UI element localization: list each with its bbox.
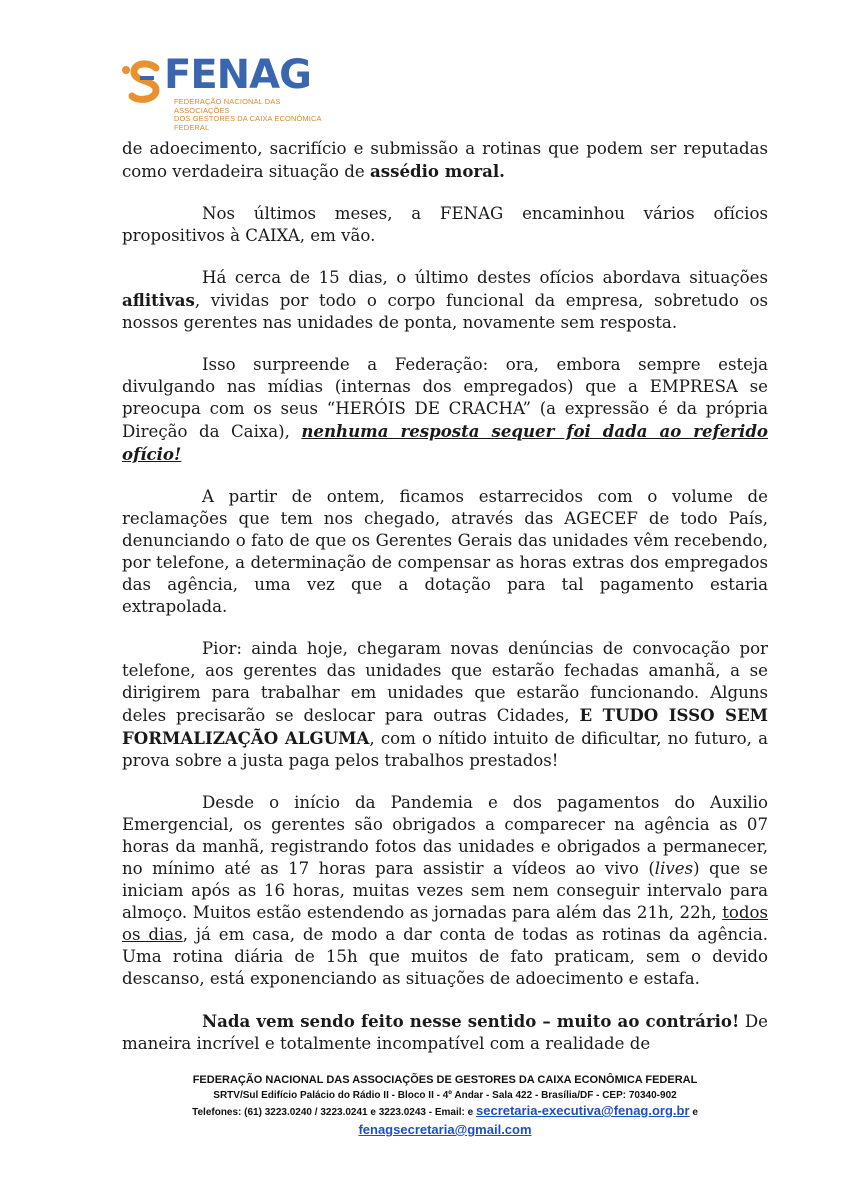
fenag-logo-icon [120,58,164,106]
paragraph-1 [122,138,768,183]
paragraph-text: de adoecimento, sacrifício e submissão a rotinas que podem ser reputadas como verdadeira situação de [122,139,768,181]
bold-underlined-text: nenhuma resposta sequer foi dada ao referido ofício! [122,421,768,464]
bold-text: E TUDO ISSO SEM FORMALIZAÇÃO ALGUMA [122,705,768,748]
email-link-secretaria[interactable]: fenagsecretaria@gmail.com [358,1122,532,1137]
paragraph-text: Isso surpreende a Federação: ora, embora sempre esteja divulgando nas mídias (internas dos empregados) que a EMPRESA se preocupa com os seus “HERÓIS DE CRACHA” (a expressão é da própria Direção da Caixa), [122,355,768,441]
paragraph-text: , já em casa, de modo a dar conta de todas as rotinas da agência. Uma rotina diária de 15h que muitos de fato praticam, sem o devido descanso, está exponenciando as situações de adoecimento e estafa. [122,925,769,988]
logo-wordmark: FENAG [164,52,311,98]
logo-subtitle-line-2: DOS GESTORES DA CAIXA ECONÔMICA FEDERAL [174,114,322,132]
document-body [122,138,768,1055]
bold-text: assédio moral. [370,161,505,181]
footer-organization: FEDERAÇÃO NACIONAL DAS ASSOCIAÇÕES DE GESTORES DA CAIXA ECONÔMICA FEDERAL [192,1074,698,1086]
paragraph-text: A partir de ontem, ficamos estarrecidos com o volume de reclamações que tem nos chegado, através das AGECEF de todo País, denunciando o fato de que os Gerentes Gerais das unidades vêm recebendo, por telefone, a determinação de compensar as horas extras dos empregados das agência, uma vez que a dotação para tal pagamento estaria extrapolada. [122,487,768,616]
paragraph-text: Há cerca de 15 dias, o último destes ofícios abordava situações [202,268,768,287]
paragraph-3 [122,267,768,334]
paragraph-text: ) que se iniciam após as 16 horas, muitas vezes sem nem conseguir intervalo para almoço. Muitos estão estendendo as jornadas para além das 21h, 22h, [122,859,768,922]
paragraph-text: De maneira incrível e totalmente incompatível com a realidade de [122,1012,768,1053]
bold-text: Nada vem sendo feito nesse sentido – muito ao contrário! [202,1011,740,1031]
email-link-executiva[interactable]: secretaria-executiva@fenag.org.br [476,1103,690,1118]
paragraph-8 [122,1010,768,1055]
paragraph-text: , vividas por todo o corpo funcional da empresa, sobretudo os nossos gerentes nas unidades de ponta, novamente sem resposta. [122,291,768,332]
footer-conjunction: e [689,1107,698,1118]
bold-text: aflitivas [122,290,195,310]
logo-subtitle-line-1: FEDERAÇÃO NACIONAL DAS ASSOCIAÇÕES [174,97,281,115]
footer-email-line [100,1121,790,1139]
paragraph-text: Nos últimos meses, a FENAG encaminhou vários ofícios propositivos à CAIXA, em vão. [122,204,768,245]
paragraph-4 [122,354,768,466]
paragraph-7 [122,792,768,990]
paragraph-text: , com o nítido intuito de dificultar, no futuro, a prova sobre a justa paga pelos trabalhos prestados! [122,729,768,770]
paragraph-2 [122,203,768,247]
fenag-logo [120,52,322,132]
paragraph-5 [122,486,768,618]
underlined-text: todos os dias [122,903,768,944]
footer-address: SRTV/Sul Edifício Palácio do Rádio II - Bloco II - 4º Andar - Sala 422 - Brasília/DF - CEP: 70340-902 [213,1090,677,1101]
paragraph-text: Desde o início da Pandemia e dos pagamentos do Auxilio Emergencial, os gerentes são obrigados a comparecer na agência as 07 horas da manhã, registrando fotos das unidades e obrigados a permanecer, no mínimo até as 17 horas para assistir a vídeos ao vivo ( [122,793,768,878]
paragraph-text: Pior: ainda hoje, chegaram novas denúncias de convocação por telefone, aos gerentes das unidades que estarão fechadas amanhã, a se dirigirem para trabalhar em unidades que estarão funcionando. Alguns deles precisarão se deslocar para outras Cidades, [122,639,768,725]
footer-phones: Telefones: (61) 3223.0240 / 3223.0241 e 3223.0243 - Email: e [192,1107,476,1118]
logo-subtitle [174,98,334,132]
italic-text: lives [654,859,694,878]
page-footer [100,1073,790,1139]
paragraph-6 [122,638,768,772]
footer-contacts [100,1103,790,1121]
